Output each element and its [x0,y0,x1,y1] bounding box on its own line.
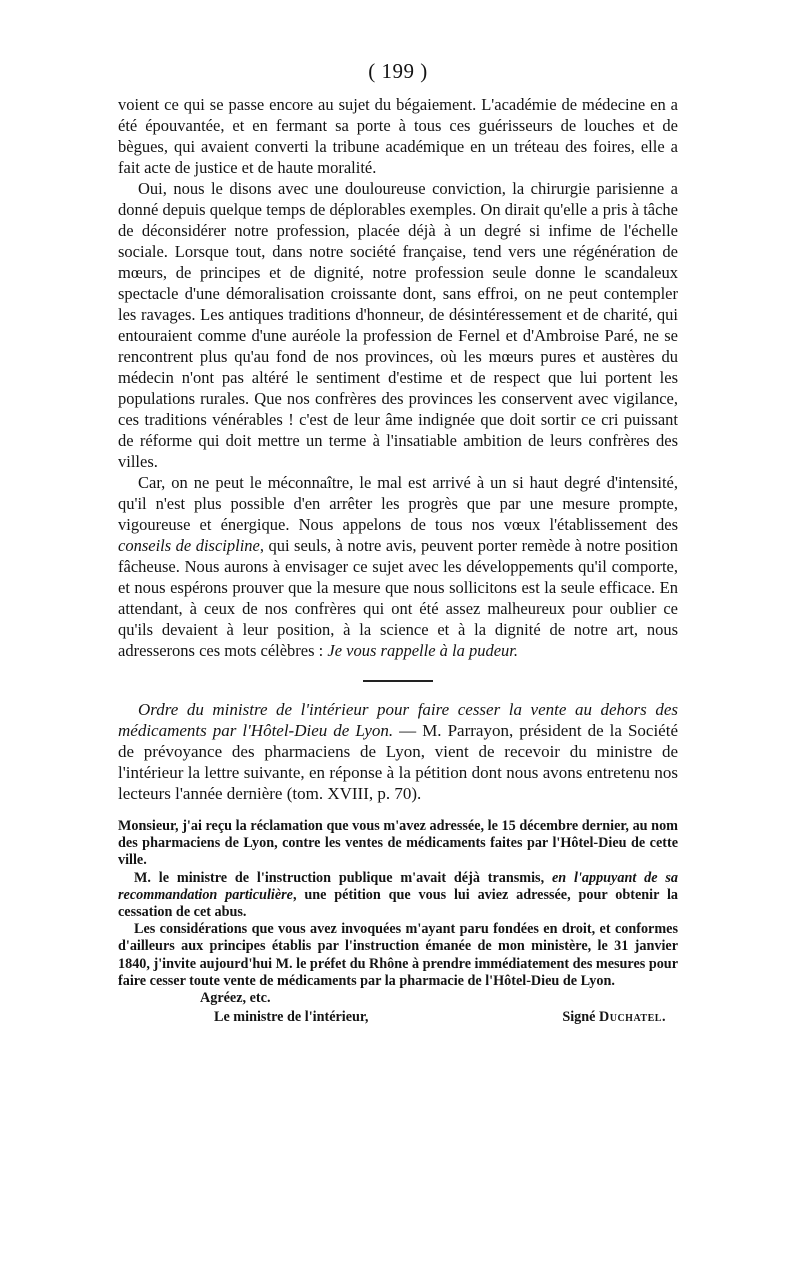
signature-title: Le ministre de l'intérieur, [214,1009,369,1026]
letter-paragraph: Les considérations que vous avez invoquées m'ayant paru fondées en droit, et conformes d'ailleurs aux principes établis par l'instruction émanée de mon ministère, le 31 janvier 1840, j'invite aujourd'hui M. le préfet du Rhône à prendre immédiatement des mesures pour faire cesser toute vente de médicaments par la pharmacie de l'Hôtel-Dieu de Lyon. [118,921,678,989]
letter-paragraph: Monsieur, j'ai reçu la réclamation que vous m'avez adressée, le 15 décembre dernier, au nom des pharmaciens de Lyon, contre les ventes de médicaments faites par l'Hôtel-Dieu de cette ville. [118,818,678,869]
signature [562,1009,678,1026]
section-divider [363,680,433,682]
paragraph: voient ce qui se passe encore au sujet du bégaiement. L'académie de médecine en a été épouvantée, et en fermant sa porte à tous ces guérisseurs de louches et de bègues, qui avaient converti la tribune académique en un tréteau des foires, elle a fait acte de justice et de haute moralité. [118,95,678,177]
paragraph: Oui, nous le disons avec une douloureuse conviction, la chirurgie parisienne a donné depuis quelque temps de déplorables exemples. On dirait qu'elle a pris à tâche de déconsidérer notre profession, placée déjà à un degré si infime de l'échelle sociale. Lorsque tout, dans notre société française, tend vers une régénération de mœurs, de principes et de dignité, notre profession seule donne le scandaleux spectacle d'une démoralisation croissante dont, sans effroi, on ne peut contempler les ravages. Les antiques traditions d'honneur, de désintéressement et de charité, qui entouraient comme d'une auréole la profession de Fernel et d'Ambroise Paré, ne se rencontrent plus qu'au fond de nos provinces, où les mœurs pures et austères du médecin n'ont pas altéré le sentiment d'estime et de respect que lui portent les populations rurales. Que nos confrères des provinces les conservent avec vigilance, ces traditions vénérables ! c'est de leur âme indignée que doit sortir ce cri puissant de réforme qui doit mettre un terme à l'insatiable ambition de leurs confrères des villes. [118,179,678,471]
signature-line [118,1009,678,1026]
signature-prefix: Signé [562,1009,599,1026]
document-page [118,58,678,1026]
text-run: M. le ministre de l'instruction publique m'avait déjà transmis, [134,869,552,886]
text-run: , qui seuls, à notre avis, peuvent porter remède à notre position fâcheuse. Nous aurons à envisager ce sujet avec les développements qu'il comporte, et nous espérons prouver que la mesure que nous sollicitons est la seule efficace. En attendant, à ceux de nos confrères qui ont été assez malheureux pour oublier ce qu'ils devaient à leur position, à la science et à la dignité de notre art, nous adresserons ces mots célèbres : [118,536,679,660]
text-run: , une pétition que vous lui aviez adressée, pour obtenir la cessation de cet abus. [118,886,678,921]
article-body [118,94,678,661]
text-run: Car, on ne peut le méconnaître, le mal est arrivé à un si haut degré d'intensité, qu'il n'est plus possible d'en arrêter les progrès que par une mesure prompte, vigoureuse et énergique. Nous appelons de tous nos vœux l'établissement des [118,473,678,534]
order-heading: Ordre du ministre de l'intérieur pour faire cesser la vente au dehors des médicaments par l'Hôtel-Dieu de Lyon. [118,700,678,740]
minister-letter [118,818,678,1026]
letter-paragraph [118,870,678,922]
order-text: — M. Parrayon, président de la Société de prévoyance des pharmaciens de Lyon, vient de recevoir du ministre de l'intérieur la lettre suivante, en réponse à la pétition dont nous avons entretenu nos lecteurs l'année dernière (tom. XVIII, p. 70). [118,721,678,803]
page-number: ( 199 ) [368,59,428,83]
letter-closing: Agréez, etc. [200,990,271,1007]
italic-quote: Je vous rappelle à la pudeur. [327,641,519,660]
order-paragraph [118,699,678,804]
italic-phrase: conseils de discipline [118,536,260,555]
italic-phrase: en l'appuyant de sa recommandation particulière [118,869,678,903]
signature-name: Duchatel. [598,1009,666,1026]
paragraph [118,472,678,661]
